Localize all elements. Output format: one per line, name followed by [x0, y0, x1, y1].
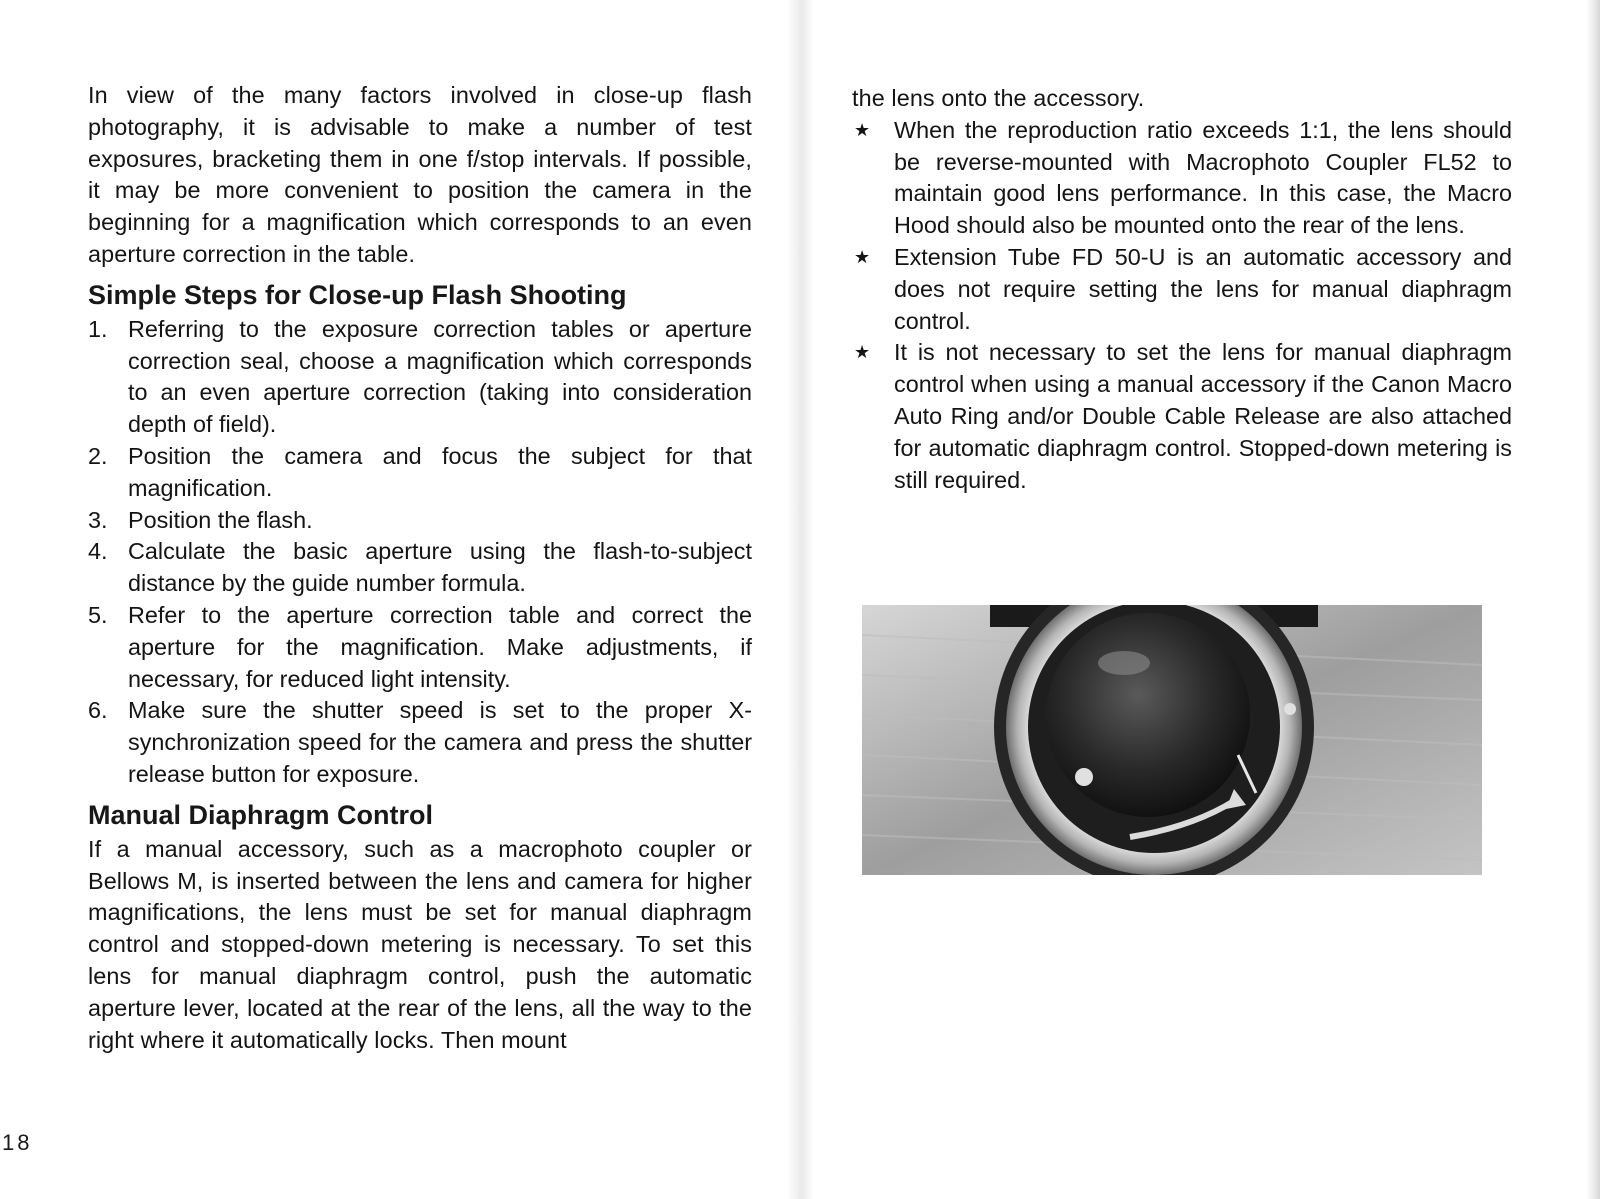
- list-item: [88, 505, 752, 537]
- step-number: 4.: [88, 538, 108, 565]
- list-item: [852, 242, 1512, 337]
- star-bullet-icon: ★: [854, 342, 871, 363]
- step-text: Position the camera and focus the subject for that magnification.: [128, 442, 752, 501]
- manual-diaphragm-paragraph: If a manual accessory, such as a macrophoto coupler or Bellows M, is inserted between the lens and camera for higher magnifications, the lens must be set for manual diaphragm control and stopped-down metering is necessary. To set this lens for manual diaphragm control, push the automatic aperture lever, located at the rear of the lens, all the way to the right where it automatically locks. Then mount: [88, 835, 752, 1053]
- lens-mount-photo: [862, 605, 1482, 875]
- step-number: 2.: [88, 442, 108, 469]
- note-text: Extension Tube FD 50-U is an automatic accessory and does not require setting the lens for manual diaphragm control.: [894, 243, 1512, 334]
- step-text: Calculate the basic aperture using the flash-to-subject distance by the guide number formula.: [128, 538, 752, 597]
- star-bullet-icon: ★: [854, 246, 871, 267]
- list-item: [88, 695, 752, 790]
- step-text: Make sure the shutter speed is set to the proper X-synchronization speed for the camera and press the shutter release button for exposure.: [128, 697, 752, 787]
- list-item: [88, 536, 752, 600]
- list-item: [852, 115, 1512, 242]
- right-column: [852, 83, 1512, 496]
- step-number: 3.: [88, 506, 108, 533]
- list-item: [852, 337, 1512, 496]
- lens-reflection: [1098, 651, 1150, 675]
- note-text: When the reproduction ratio exceeds 1:1, the lens should be reverse-mounted with Macrophoto Coupler FL52 to maintain good lens performance. In this case, the Macro Hood should also be mounted onto the rear of the lens.: [894, 116, 1512, 239]
- step-number: 1.: [88, 315, 108, 342]
- note-text: It is not necessary to set the lens for manual diaphragm control when using a manual accessory if the Canon Macro Auto Ring and/or Double Cable Release are also attached for automatic diaphragm control. Stopped-down metering is still required.: [894, 339, 1512, 493]
- list-item: [88, 600, 752, 695]
- notes-list: [852, 115, 1512, 497]
- step-text: Position the flash.: [128, 506, 313, 533]
- section-title-manual-diaphragm: Manual Diaphragm Control: [88, 799, 434, 830]
- step-number: 5.: [88, 601, 108, 628]
- section-title-close-up-flash: Simple Steps for Close-up Flash Shooting: [88, 279, 627, 310]
- step-number: 6.: [88, 697, 108, 724]
- list-item: [88, 441, 752, 505]
- mount-pin-right: [1284, 703, 1296, 715]
- book-gutter: [786, 0, 814, 1199]
- star-bullet-icon: ★: [854, 119, 871, 140]
- intro-paragraph: In view of the many factors involved in close-up flash photography, it is advisable to make a number of test exposures, bracketing them in one f/stop intervals. If possible, it may be more convenient to position the camera in the beginning for a magnification which corresponds to an even aperture correction in the table.: [88, 82, 752, 267]
- page-edge-shadow: [1586, 0, 1600, 1199]
- left-column: [88, 80, 752, 1056]
- steps-list: [88, 314, 752, 791]
- continuation-paragraph: the lens onto the accessory.: [852, 85, 1145, 111]
- step-text: Referring to the exposure correction tables or aperture correction seal, choose a magnification which corresponds to an even aperture correction (taking into consideration depth of field).: [128, 315, 752, 438]
- rear-lens-element: [1046, 613, 1250, 817]
- step-text: Refer to the aperture correction table and correct the aperture for the magnification. Make adjustments, if necessary, for reduced light intensity.: [128, 601, 752, 692]
- page-number: 18: [2, 1130, 33, 1155]
- mount-pin-left: [1075, 768, 1093, 786]
- list-item: [88, 314, 752, 441]
